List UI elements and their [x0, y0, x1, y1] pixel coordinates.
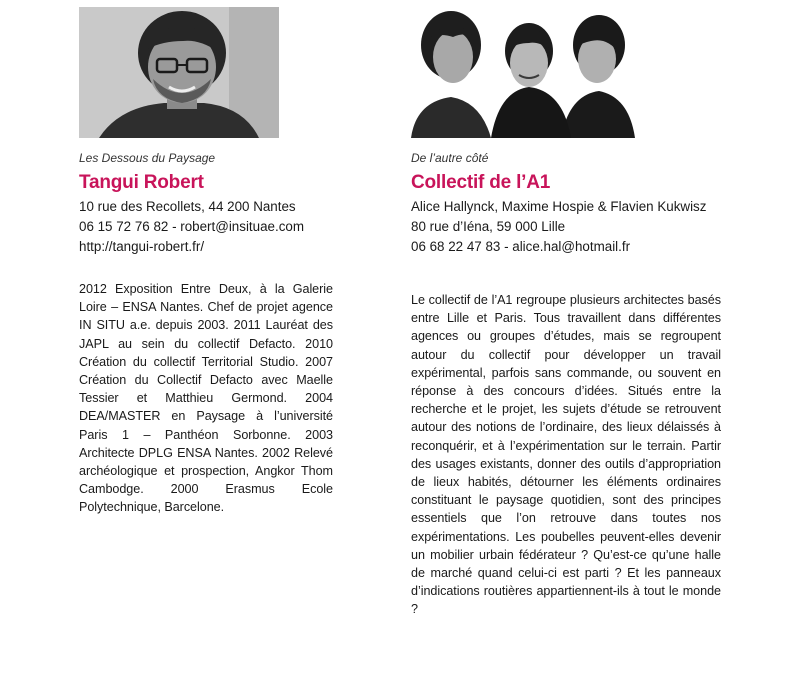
address-line: 80 rue d’Iéna, 59 000 Lille — [411, 219, 566, 234]
contact-block — [79, 197, 333, 257]
members-line: Alice Hallynck, Maxime Hospie & Flavien Kukwisz — [411, 199, 707, 214]
profile-name: Tangui Robert — [79, 172, 204, 193]
portrait-image — [79, 7, 279, 138]
biography-text: Le collectif de l’A1 regroupe plusieurs architectes basés entre Lille et Paris. Tous travaillent dans différentes agences ou groupes d’études, mais se regroupent autour du collectif pour développer un travail expérimental, parfois sans commande, ou souvent en réponse à des concours d’idées. Situés entre la recherche et le projet, les sujets d’étude se retrouvent autour des notions de l’ordinaire, des lieux délaissés à reconquérir, et à l’expérimentation sur le terrain. Partir des usages existants, donner des outils d’appropriation de lieux habités, détourner les éléments ordinaires constituant le paysage quotidien, sont des principes essentiels que l’on retrouve dans toutes nos expérimentations. Les poubelles peuvent-elles devenir un mobilier urbain fédérateur ? Qu’est-ce qu’une halle de marché quand celui-ci est parti ? Et les panneaux d’indications routières appartiennent-ils à tout le monde ? — [411, 293, 721, 617]
phone-email-line: 06 15 72 76 82 - robert@insituae.com — [79, 219, 304, 234]
website-line: http://tangui-robert.fr/ — [79, 239, 205, 254]
contact-block — [411, 197, 721, 257]
profile-subtitle: Les Dessous du Paysage — [79, 151, 216, 165]
profile-name: Collectif de l’A1 — [411, 172, 551, 193]
group-photo-collectif-a1 — [411, 7, 635, 138]
portrait-photo-tangui-robert — [79, 7, 279, 138]
biography-text: 2012 Exposition Entre Deux, à la Galerie Loire – ENSA Nantes. Chef de projet agence IN SITU a.e. depuis 2003. 2011 Lauréat des JAPL au sein du collectif Defacto. 2010 Création du collectif Territorial Studio. 2007 Création du Collectif Defacto avec Maelle Tessier et Matthieu Germond. 2004 DEA/MASTER en Paysage à l’université Paris 1 – Panthéon Sorbonne. 2003 Architecte DPLG ENSA Nantes. 2002 Relevé archéologique et prospection, Angkor Thom Cambodge. 2000 Erasmus Ecole Polytechnique, Barcelone. — [79, 282, 333, 515]
profile-subtitle: De l’autre côté — [411, 151, 489, 165]
phone-email-line: 06 68 22 47 83 - alice.hal@hotmail.fr — [411, 239, 631, 254]
group-image — [411, 7, 635, 138]
address-line: 10 rue des Recollets, 44 200 Nantes — [79, 199, 296, 214]
